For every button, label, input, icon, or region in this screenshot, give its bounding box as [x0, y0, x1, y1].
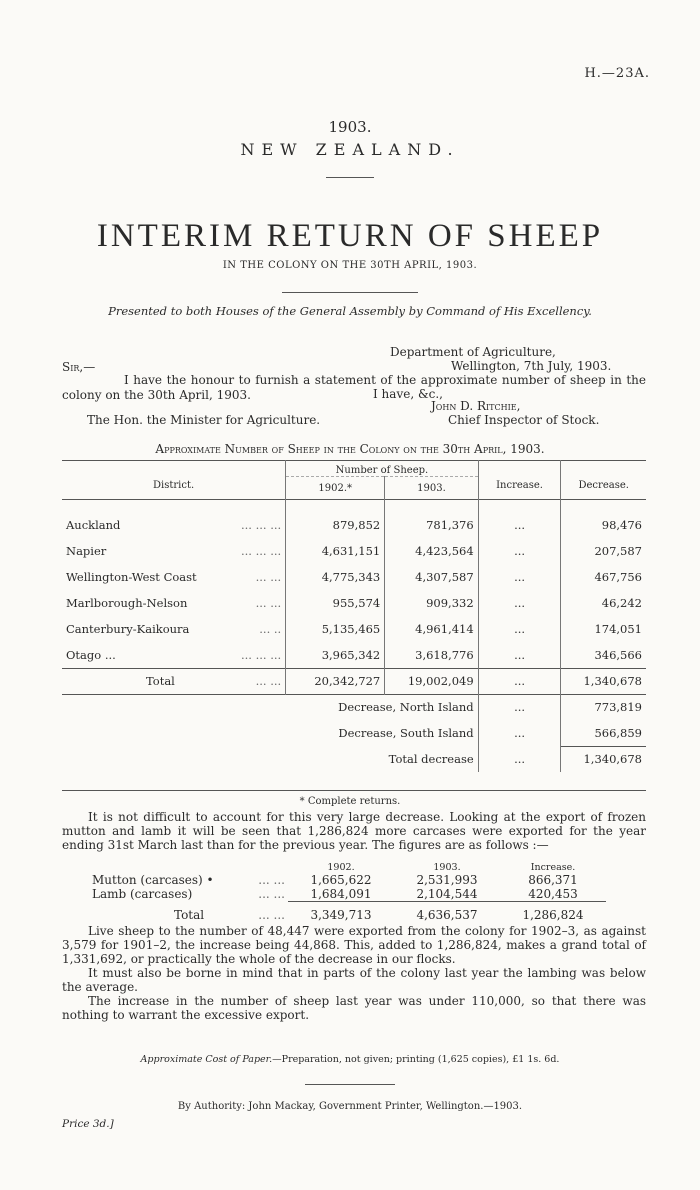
value-decrease: 207,587	[594, 544, 642, 558]
exports-table	[62, 862, 646, 928]
letter-department: Department of Agriculture,	[390, 345, 556, 359]
header-decrease: Decrease.	[578, 479, 629, 491]
exports-1903: 2,104,544	[394, 887, 500, 902]
dot-leaders: ... ... ...	[241, 544, 282, 558]
value-1903: 4,423,564	[385, 538, 478, 564]
district-cell	[62, 616, 286, 642]
value-1903: 909,332	[385, 590, 478, 616]
value-decrease: 174,051	[594, 622, 642, 636]
exports-row	[62, 873, 646, 887]
document-year: 1903.	[328, 118, 372, 136]
district-name: Marlborough-Nelson	[66, 596, 188, 610]
short-rule	[326, 177, 374, 178]
value-decrease: 346,566	[594, 647, 642, 662]
value-increase: ...	[478, 512, 561, 538]
page-title: INTERIM RETURN OF SHEEP	[96, 218, 604, 254]
district-cell	[62, 512, 286, 538]
dot-leaders: ... ...	[255, 570, 282, 584]
total-row	[62, 668, 646, 694]
letter-signatory-name: John D. Ritchie,	[431, 399, 521, 413]
letter-body	[62, 373, 646, 403]
header-1902: 1902.*	[286, 477, 385, 500]
summary-row	[62, 694, 646, 720]
summary-row	[62, 746, 646, 772]
exports-total-1902: 3,349,713	[310, 907, 372, 922]
district-name: Canterbury-Kaikoura	[66, 622, 190, 636]
header-increase: Increase.	[478, 461, 561, 500]
exports-1902: 1,665,622	[310, 873, 372, 887]
summary-value: 773,819	[594, 700, 642, 715]
exports-total-increase: 1,286,824	[522, 907, 584, 922]
page-subtitle: IN THE COLONY ON THE 30TH APRIL, 1903.	[222, 260, 478, 271]
total-1902: 20,342,727	[286, 668, 385, 694]
dot-leaders: ... ...	[255, 596, 282, 610]
price-label: Price 3d.]	[62, 1118, 114, 1130]
paragraph-4-text: The increase in the number of sheep last year was under 110,000, so that there was nothing to warrant the excessive export.	[62, 994, 646, 1022]
dot-leaders: ... ...	[258, 873, 285, 887]
value-1903: 4,307,587	[385, 564, 478, 590]
exports-header-1902: 1902.	[327, 862, 355, 873]
dot-leaders: ... ...	[255, 674, 282, 688]
dot-leaders: ... ...	[258, 907, 285, 922]
document-reference: H.—23A.	[584, 66, 650, 81]
exports-label: Lamb (carcases)	[92, 887, 193, 902]
sheep-table	[62, 460, 646, 772]
letter-body-text: I have the honour to furnish a statement of the approximate number of sheep in the colony on the 30th April, 1903.	[62, 373, 646, 402]
letter-signatory-title: Chief Inspector of Stock.	[448, 413, 600, 427]
exports-total-1903: 4,636,537	[416, 907, 478, 922]
dot-leaders: ... ... ...	[241, 518, 282, 532]
presented-line: Presented to both Houses of the General Assembly by Command of His Excellency.	[108, 304, 592, 318]
value-increase: ...	[478, 590, 561, 616]
value-increase: ...	[478, 616, 561, 642]
total-label: Total	[146, 674, 175, 688]
value-1903: 4,961,414	[385, 616, 478, 642]
summary-label: Decrease, South Island	[286, 720, 478, 746]
district-cell	[62, 642, 286, 668]
table-caption: Approximate Number of Sheep in the Colony on the 30th April, 1903.	[155, 442, 545, 456]
letter-salutation: Sir,—	[62, 360, 96, 374]
authority-line: By Authority: John Mackay, Government Printer, Wellington.—1903.	[177, 1101, 523, 1112]
district-name: Auckland	[66, 518, 121, 532]
summary-row	[62, 720, 646, 746]
summary-label: Total decrease	[286, 746, 478, 772]
value-1902: 3,965,342	[286, 642, 385, 668]
paragraph-1	[62, 810, 646, 852]
paragraphs-2-4	[62, 924, 646, 1022]
exports-increase: 420,453	[500, 887, 606, 902]
paragraph-4	[62, 994, 646, 1022]
total-decrease: 1,340,678	[583, 674, 642, 688]
table-footnote: * Complete returns.	[299, 796, 401, 807]
paragraph-2-text: Live sheep to the number of 48,447 were exported from the colony for 1902–3, as against 3,579 for 1901–2, the increase being 44,868. This, added to 1,286,824, makes a grand total of 1,331,692, or practically the whole of the decrease in our flocks.	[62, 924, 646, 966]
value-decrease: 467,756	[594, 570, 642, 584]
exports-total-label: Total	[174, 907, 205, 922]
district-name: Wellington-West Coast	[66, 570, 197, 584]
paragraph-3	[62, 966, 646, 994]
exports-header-row	[62, 862, 646, 873]
title-rule	[282, 292, 418, 293]
dot-leaders: ... ...	[258, 887, 285, 902]
value-increase: ...	[478, 538, 561, 564]
cost-line	[0, 1054, 700, 1065]
table-row	[62, 538, 646, 564]
table-bottom-rule	[62, 790, 646, 791]
summary-value: 566,859	[561, 720, 646, 746]
exports-1903: 2,531,993	[416, 873, 478, 887]
header-number-of-sheep: Number of Sheep.	[286, 461, 478, 477]
value-1903: 781,376	[385, 512, 478, 538]
table-row	[62, 590, 646, 616]
summary-value: 1,340,678	[583, 752, 642, 767]
value-1902: 5,135,465	[286, 616, 385, 642]
header-1903: 1903.	[385, 477, 478, 500]
letter-place-date: Wellington, 7th July, 1903.	[451, 359, 612, 373]
value-1902: 4,631,151	[286, 538, 385, 564]
header-district: District.	[62, 461, 286, 500]
total-1903: 19,002,049	[385, 668, 478, 694]
district-cell	[62, 590, 286, 616]
table-row	[62, 564, 646, 590]
value-1903: 3,618,776	[385, 642, 478, 668]
value-increase: ...	[478, 642, 561, 668]
exports-increase: 866,371	[528, 873, 578, 887]
country-heading: NEW ZEALAND.	[240, 140, 460, 159]
value-1902: 879,852	[286, 512, 385, 538]
letter-addressee: The Hon. the Minister for Agriculture.	[87, 413, 321, 427]
paragraph-3-text: It must also be borne in mind that in parts of the colony last year the lambing was below the average.	[62, 966, 646, 994]
district-cell	[62, 564, 286, 590]
value-1902: 4,775,343	[286, 564, 385, 590]
total-increase: ...	[478, 668, 561, 694]
exports-row	[62, 887, 646, 902]
letter-closing: I have, &c.,	[373, 387, 443, 401]
summary-increase: ...	[478, 694, 561, 720]
exports-header-1903: 1903.	[433, 862, 461, 873]
cost-text: —Preparation, not given; printing (1,625 copies), £1 1s. 6d.	[272, 1054, 560, 1065]
dot-leaders: ... ... ...	[241, 647, 282, 662]
table-row	[62, 512, 646, 538]
exports-label: Mutton (carcases) •	[92, 873, 214, 887]
table-row	[62, 616, 646, 642]
dot-leaders: ... ..	[259, 622, 282, 636]
total-cell	[62, 668, 286, 694]
summary-increase: ...	[478, 720, 561, 746]
summary-increase: ...	[478, 746, 561, 772]
exports-1902: 1,684,091	[288, 887, 394, 902]
summary-label: Decrease, North Island	[286, 694, 478, 720]
table-row	[62, 642, 646, 668]
exports-header-increase: Increase.	[530, 862, 576, 873]
value-1902: 955,574	[286, 590, 385, 616]
value-decrease: 98,476	[601, 518, 642, 532]
paragraph-1-text: It is not difficult to account for this very large decrease. Looking at the export of frozen mutton and lamb it will be seen that 1,286,824 more carcases were exported for the year ending 31st March last than for the previous year. The figures are as follows :—	[62, 810, 646, 852]
footer-rule	[305, 1084, 395, 1085]
value-decrease: 46,242	[601, 596, 642, 610]
cost-label: Approximate Cost of Paper.	[140, 1054, 273, 1065]
paragraph-2	[62, 924, 646, 966]
district-name: Otago ...	[66, 647, 116, 662]
value-increase: ...	[478, 564, 561, 590]
district-name: Napier	[66, 544, 107, 558]
district-cell	[62, 538, 286, 564]
